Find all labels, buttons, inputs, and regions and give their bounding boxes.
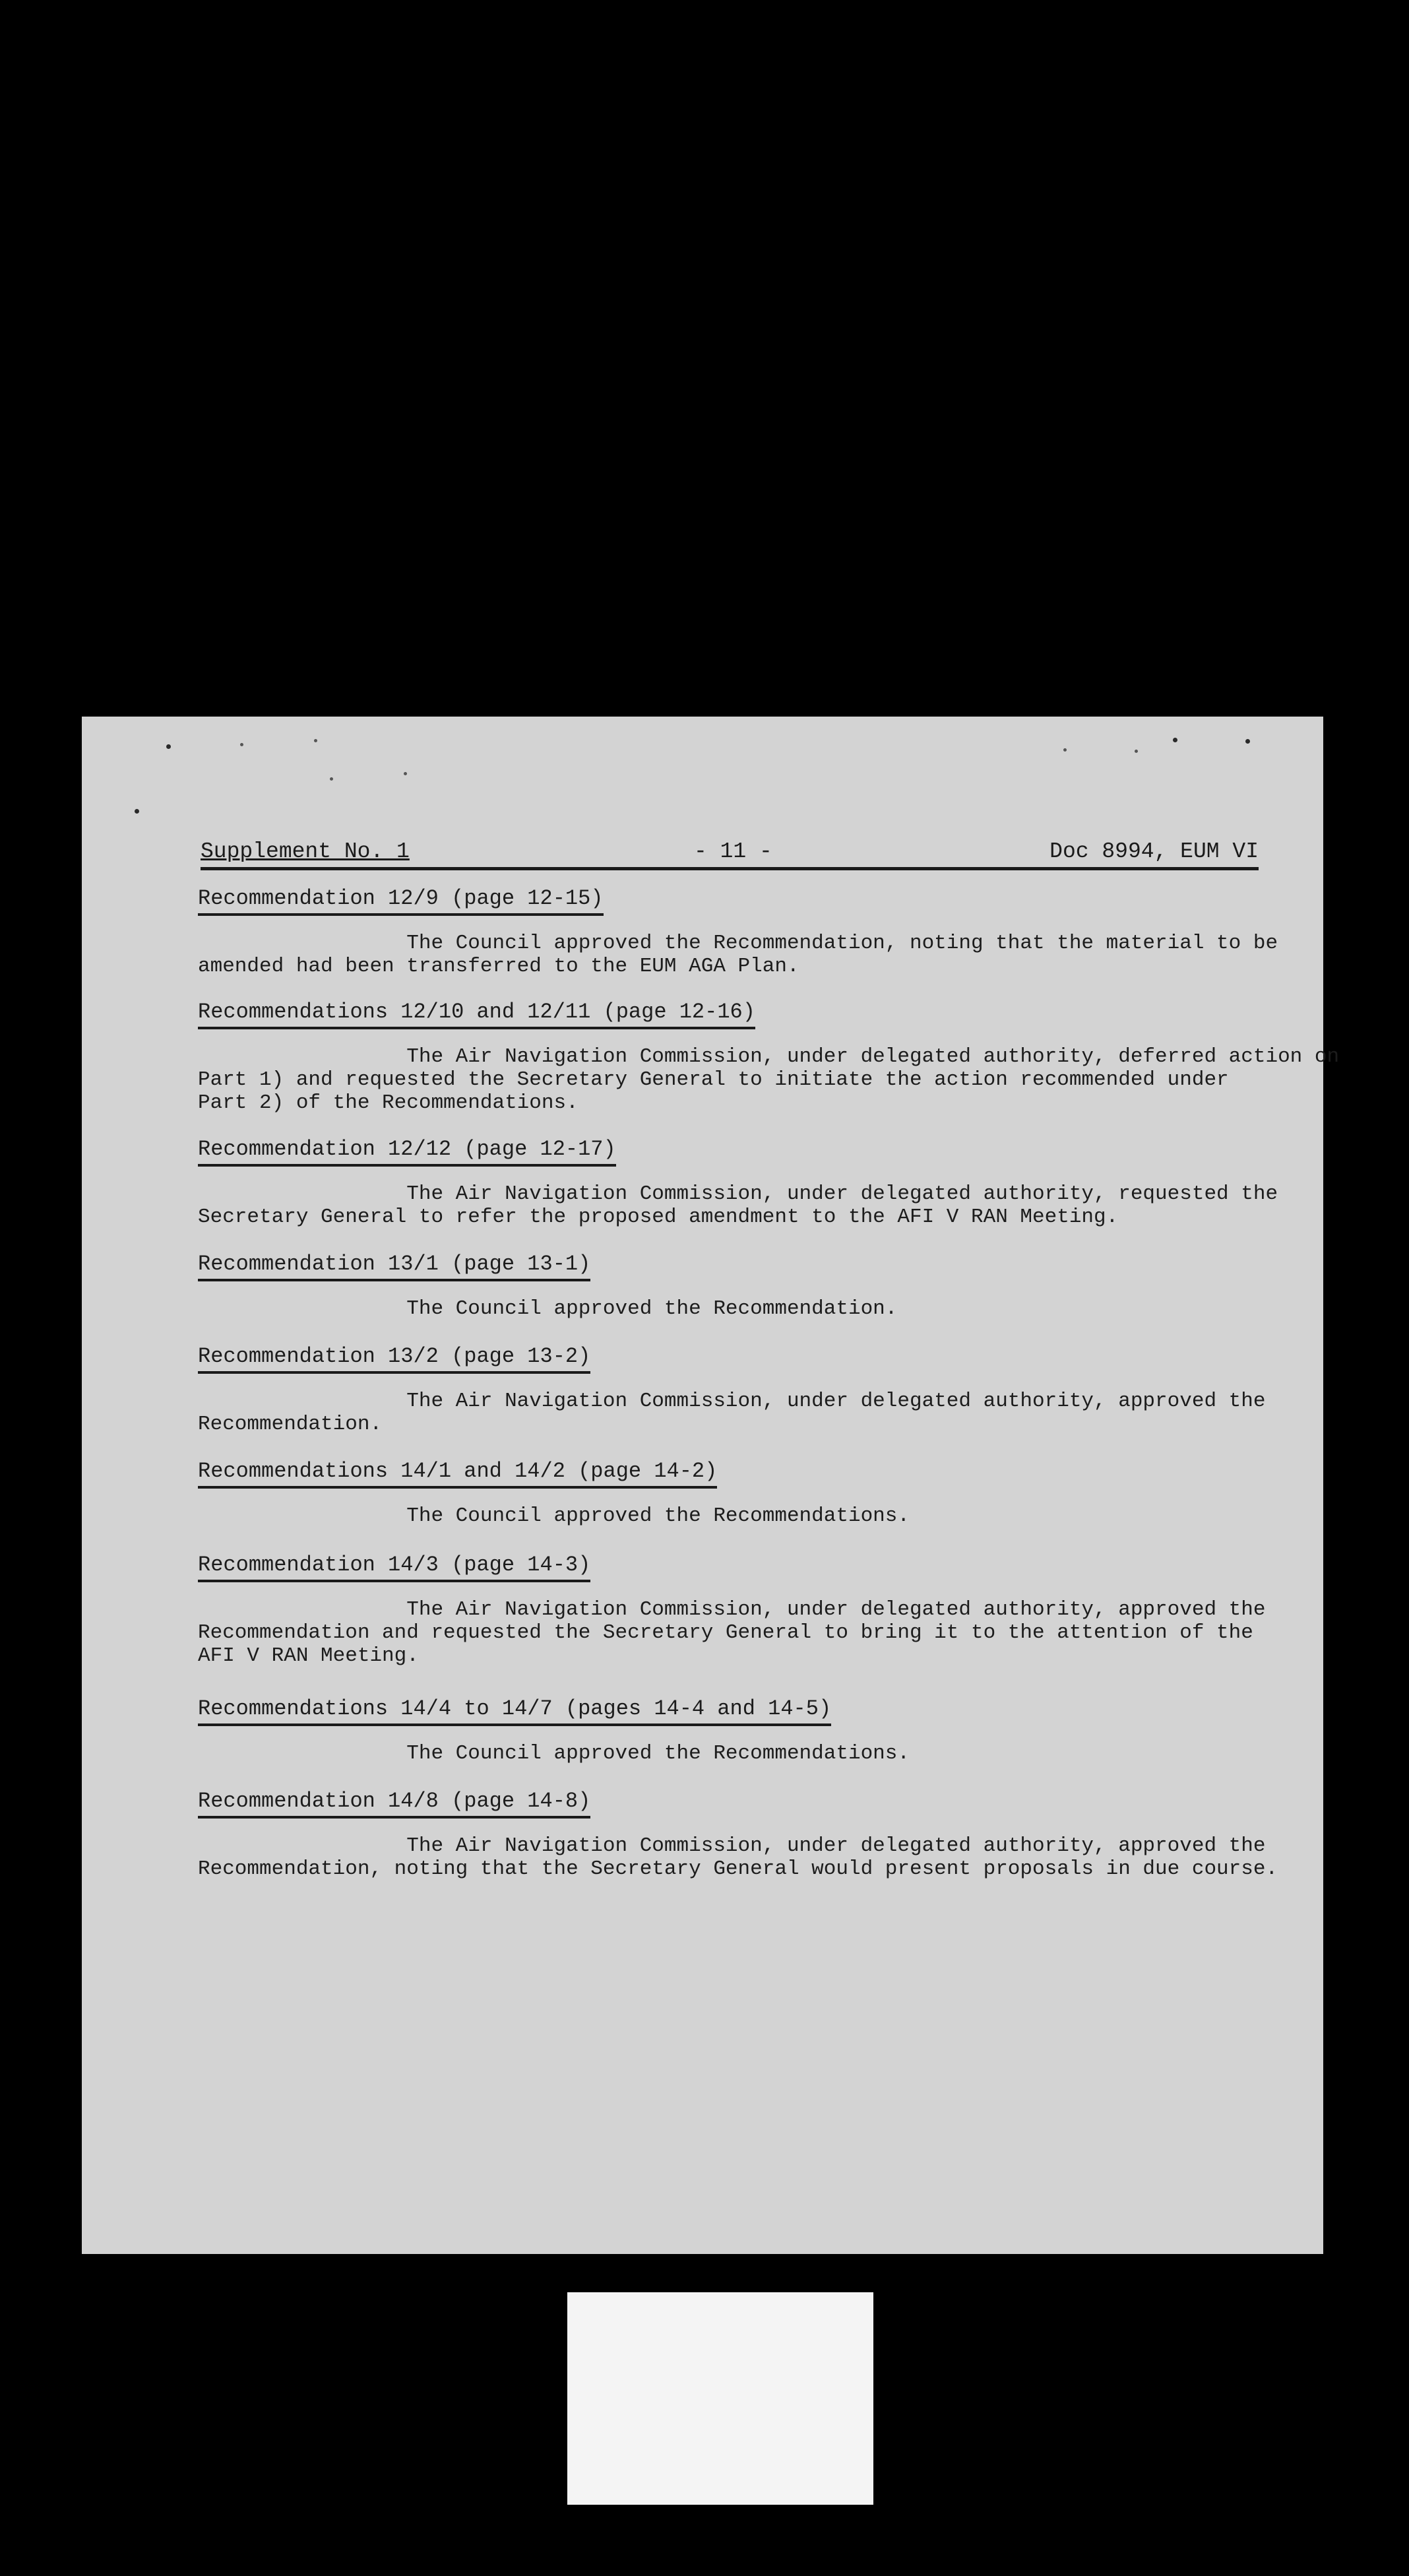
paper-speck <box>166 744 171 749</box>
paper-speck <box>1173 738 1177 742</box>
section-rec-12-9 <box>198 886 1280 978</box>
section-body: The Council approved the Recommendations. <box>198 1504 910 1528</box>
section-body: The Council approved the Recommendations. <box>198 1742 910 1765</box>
paper-speck <box>1135 750 1138 753</box>
paper-speck <box>330 777 333 781</box>
section-heading: Recommendation 14/8 (page 14-8) <box>198 1788 590 1819</box>
paper-speck <box>1245 739 1250 744</box>
section-rec-14-3 <box>198 1552 1280 1667</box>
section-body: The Air Navigation Commission, under delegated authority, deferred action on Part 1) and requested the Secretary General to initiate the action recommended under Part 2) of the Recommendations. <box>198 1045 1340 1114</box>
paper-speck <box>135 809 139 814</box>
header-doc-number: Doc 8994, EUM VI <box>1049 839 1259 864</box>
section-rec-14-8 <box>198 1788 1280 1881</box>
section-body: The Council approved the Recommendation, noting that the material to be amended had been transferred to the EUM AGA Plan. <box>198 932 1278 978</box>
section-rec-14-4-7 <box>198 1696 1280 1765</box>
section-heading: Recommendations 14/1 and 14/2 (page 14-2) <box>198 1458 717 1489</box>
page-header <box>201 837 1259 870</box>
section-heading: Recommendation 13/2 (page 13-2) <box>198 1343 590 1374</box>
section-body: The Air Navigation Commission, under delegated authority, approved the Recommendation, noting that the Secretary General would present proposals in due course. <box>198 1834 1278 1881</box>
section-heading: Recommendation 13/1 (page 13-1) <box>198 1251 590 1281</box>
section-body: The Air Navigation Commission, under delegated authority, approved the Recommendation. <box>198 1390 1266 1436</box>
document-page <box>82 717 1340 2254</box>
header-page-number: - 11 - <box>694 839 772 864</box>
section-rec-14-1-2 <box>198 1458 1280 1528</box>
section-body: The Air Navigation Commission, under delegated authority, requested the Secretary General to refer the proposed amendment to the AFI V RAN Meeting. <box>198 1182 1278 1229</box>
section-rec-12-10-11 <box>198 999 1340 1114</box>
section-heading: Recommendation 12/12 (page 12-17) <box>198 1136 616 1167</box>
paper-speck <box>404 772 407 775</box>
section-body: The Council approved the Recommendation. <box>198 1297 898 1320</box>
section-rec-12-12 <box>198 1136 1280 1229</box>
header-supplement: Supplement No. 1 <box>201 839 410 864</box>
section-heading: Recommendation 14/3 (page 14-3) <box>198 1552 590 1582</box>
section-heading: Recommendation 12/9 (page 12-15) <box>198 886 604 916</box>
section-rec-13-1 <box>198 1251 1280 1320</box>
white-card <box>567 2292 873 2505</box>
paper-speck <box>314 739 317 742</box>
paper-speck <box>240 743 243 746</box>
section-body: The Air Navigation Commission, under delegated authority, approved the Recommendation and requested the Secretary General to bring it to the attention of the AFI V RAN Meeting. <box>198 1598 1266 1667</box>
section-heading: Recommendations 12/10 and 12/11 (page 12-16) <box>198 999 755 1029</box>
section-rec-13-2 <box>198 1343 1280 1436</box>
section-heading: Recommendations 14/4 to 14/7 (pages 14-4 and 14-5) <box>198 1696 831 1726</box>
paper-speck <box>1063 748 1067 752</box>
